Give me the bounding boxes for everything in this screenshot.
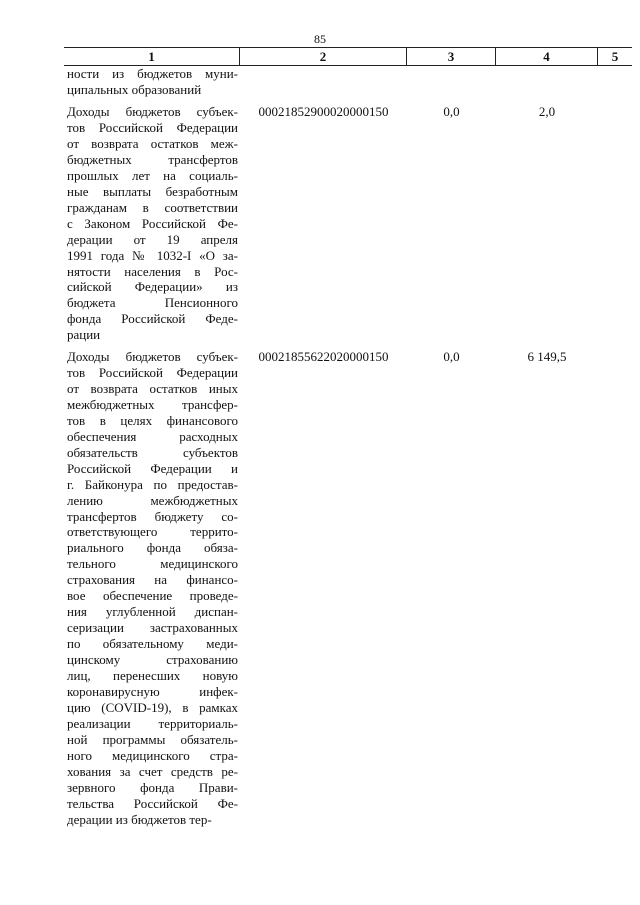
header-col-4: 4 [496, 48, 598, 65]
description-line: лиц, перенесших новую [67, 668, 238, 684]
description-line: Доходы бюджетов субъек- [67, 349, 238, 364]
description-line: от возврата остатков иных [67, 380, 238, 396]
description-line: ные выплаты безработным [67, 183, 238, 199]
description-line: трансфертов бюджету со- [67, 508, 238, 524]
description-line: реализации территориаль- [67, 715, 238, 731]
description-line: обеспечения расходных [67, 428, 238, 444]
description-line: межбюджетных трансфер- [67, 396, 238, 412]
continuation-text [64, 66, 240, 98]
row-code: 00021852900020000150 [258, 104, 389, 119]
description-line: 1991 года № 1032-I «О за- [67, 247, 238, 263]
continuation-line: ципальных образований [67, 81, 202, 97]
description-line: ния углубленной диспан- [67, 604, 238, 620]
continuation-row [64, 66, 632, 98]
table-row [64, 349, 632, 828]
description-line: цию (COVID-19), в рамках [67, 699, 238, 715]
description-line: хования за счет средств ре- [67, 763, 238, 779]
header-col-2: 2 [240, 48, 407, 65]
description-line: нятости населения в Рос- [67, 263, 238, 279]
description-line: цинскому страхованию [67, 652, 238, 668]
header-col-1: 1 [64, 48, 240, 65]
description-line: тельного медицинского [67, 556, 238, 572]
description-line: тов в целях финансового [67, 412, 238, 428]
description-line: с Законом Российской Фе- [67, 215, 238, 231]
description-line: фонда Российской Феде- [67, 311, 238, 327]
description-line: сийской Федерации» из [67, 279, 238, 295]
row-description [64, 349, 240, 828]
description-line: дерации из бюджетов тер- [67, 811, 212, 827]
description-line: Доходы бюджетов субъек- [67, 104, 238, 119]
description-line: обязательств субъектов [67, 444, 238, 460]
row-description [64, 104, 240, 343]
header-col-5: 5 [611, 49, 619, 64]
row-col3-value: 0,0 [443, 349, 460, 364]
description-line: гражданам в соответствии [67, 199, 238, 215]
description-line: зервного фонда Прави- [67, 779, 238, 795]
description-line: г. Байконура по предостав- [67, 476, 238, 492]
description-line: ответствующего террито- [67, 524, 238, 540]
row-col5-value [598, 349, 632, 828]
description-line: риального фонда обяза- [67, 540, 238, 556]
table-header [64, 48, 632, 65]
description-line: тельства Российской Фе- [67, 795, 238, 811]
description-line: вое обеспечение проведе- [67, 588, 238, 604]
description-line: дерации от 19 апреля [67, 231, 238, 247]
row-col3-value: 0,0 [443, 104, 460, 119]
description-line: ной программы обязатель- [67, 731, 238, 747]
row-code: 00021855622020000150 [258, 349, 389, 364]
description-line: Российской Федерации и [67, 460, 238, 476]
table-row [64, 104, 632, 343]
description-line: тов Российской Федерации [67, 364, 238, 380]
row-col4-value: 2,0 [538, 104, 556, 119]
description-line: по обязательному меди- [67, 636, 238, 652]
description-line: тов Российской Федерации [67, 119, 238, 135]
header-col-3: 3 [407, 48, 496, 65]
description-line: от возврата остатков меж- [67, 135, 238, 151]
description-line: бюджетных трансфертов [67, 151, 238, 167]
description-line: лению межбюджетных [67, 492, 238, 508]
description-line: рации [67, 327, 101, 343]
description-line: бюджета Пенсионного [67, 295, 238, 311]
description-line: ного медицинского стра- [67, 747, 238, 763]
row-col4-value: 6 149,5 [527, 349, 567, 364]
description-line: страхования на финансо- [67, 572, 238, 588]
description-line: серизации застрахованных [67, 620, 238, 636]
description-line: прошлых лет на социаль- [67, 167, 238, 183]
row-col5-value [598, 104, 632, 343]
description-line: коронавирусную инфек- [67, 684, 238, 700]
page-number: 85 [314, 32, 326, 46]
continuation-line: ности из бюджетов муни- [67, 66, 238, 81]
